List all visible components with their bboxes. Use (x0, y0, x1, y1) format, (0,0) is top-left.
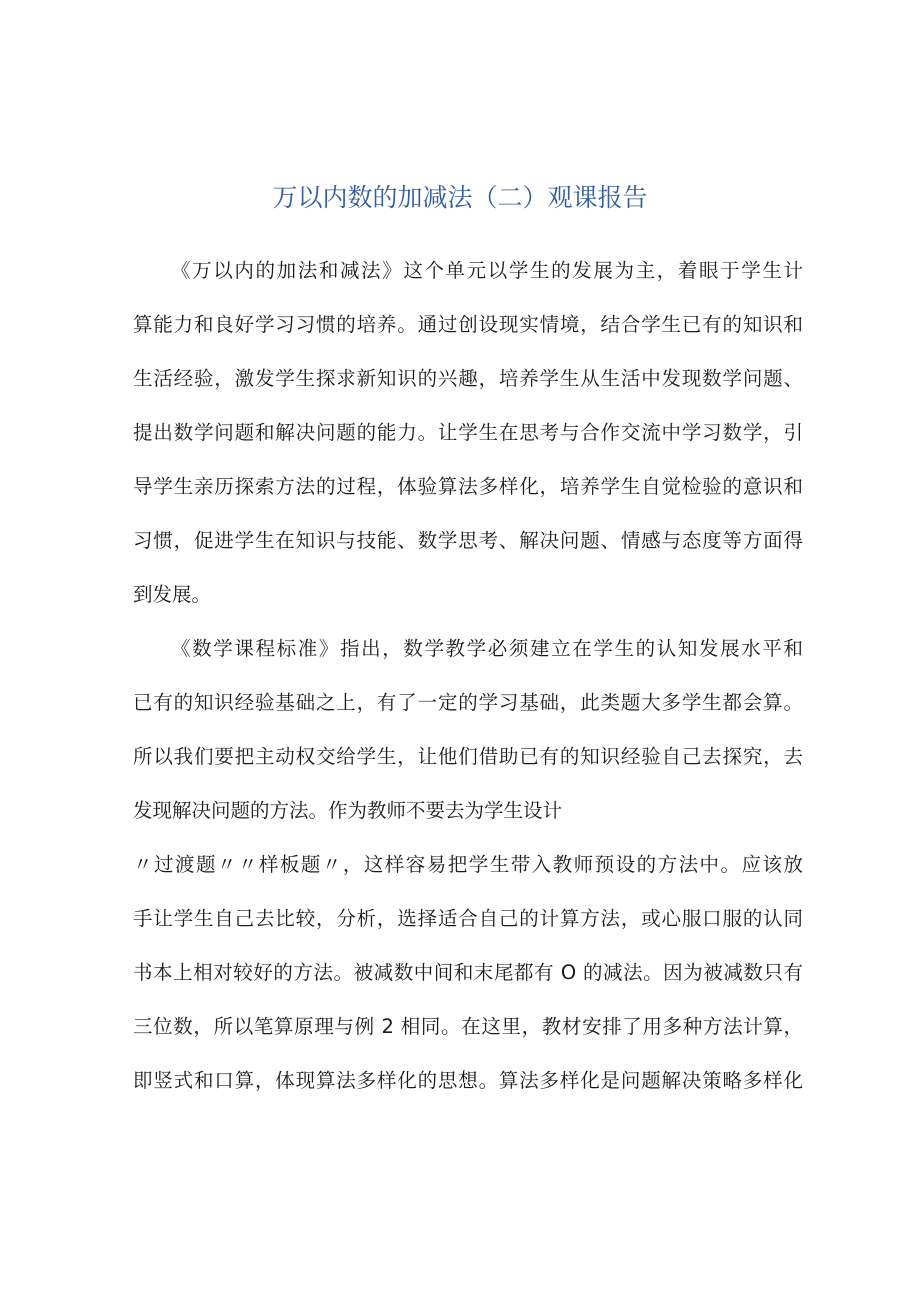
paragraph-1-line-6: 习惯，促进学生在知识与技能、数学思考、解决问题、情感与态度等方面得 (133, 529, 803, 552)
paragraph-2-line-6: 手让学生自己去比较，分析，选择适合自己的计算方法，或心服口服的认同 (133, 907, 803, 930)
paragraph-1-line-5: 导学生亲历探索方法的过程，体验算法多样化，培养学生自觉检验的意识和 (133, 475, 803, 498)
paragraph-1-line-1: 《万以内的加法和减法》这个单元以学生的发展为主，着眼于学生计 (171, 259, 803, 282)
document-title: 万以内数的加减法（二）观课报告 (272, 183, 648, 212)
paragraph-1-line-3: 生活经验，激发学生探求新知识的兴趣，培养学生从生活中发现数学问题、 (133, 367, 803, 390)
paragraph-2-line-2: 已有的知识经验基础之上，有了一定的学习基础，此类题大多学生都会算。 (133, 691, 803, 714)
paragraph-2-line-9: 即竖式和口算，体现算法多样化的思想。算法多样化是问题解决策略多样化 (133, 1069, 803, 1092)
paragraph-2-line-5: 〃过渡题〃〃样板题〃，这样容易把学生带入教师预设的方法中。应该放 (133, 853, 803, 876)
paragraph-1-line-4: 提出数学问题和解决问题的能力。让学生在思考与合作交流中学习数学，引 (133, 421, 803, 444)
paragraph-1-line-7: 到发展。 (133, 583, 212, 606)
paragraph-2-line-3: 所以我们要把主动权交给学生，让他们借助已有的知识经验自己去探究，去 (133, 745, 803, 768)
paragraph-2-line-8: 三位数，所以笔算原理与例 2 相同。在这里，教材安排了用多种方法计算， (133, 1015, 803, 1038)
paragraph-2-line-1: 《数学课程标准》指出，数学教学必须建立在学生的认知发展水平和 (171, 637, 803, 660)
paragraph-1-line-2: 算能力和良好学习习惯的培养。通过创设现实情境，结合学生已有的知识和 (133, 313, 803, 336)
paragraph-2-line-4: 发现解决问题的方法。作为教师不要去为学生设计 (133, 799, 563, 822)
paragraph-2-line-7: 书本上相对较好的方法。被减数中间和末尾都有 O 的减法。因为被减数只有 (133, 961, 803, 984)
